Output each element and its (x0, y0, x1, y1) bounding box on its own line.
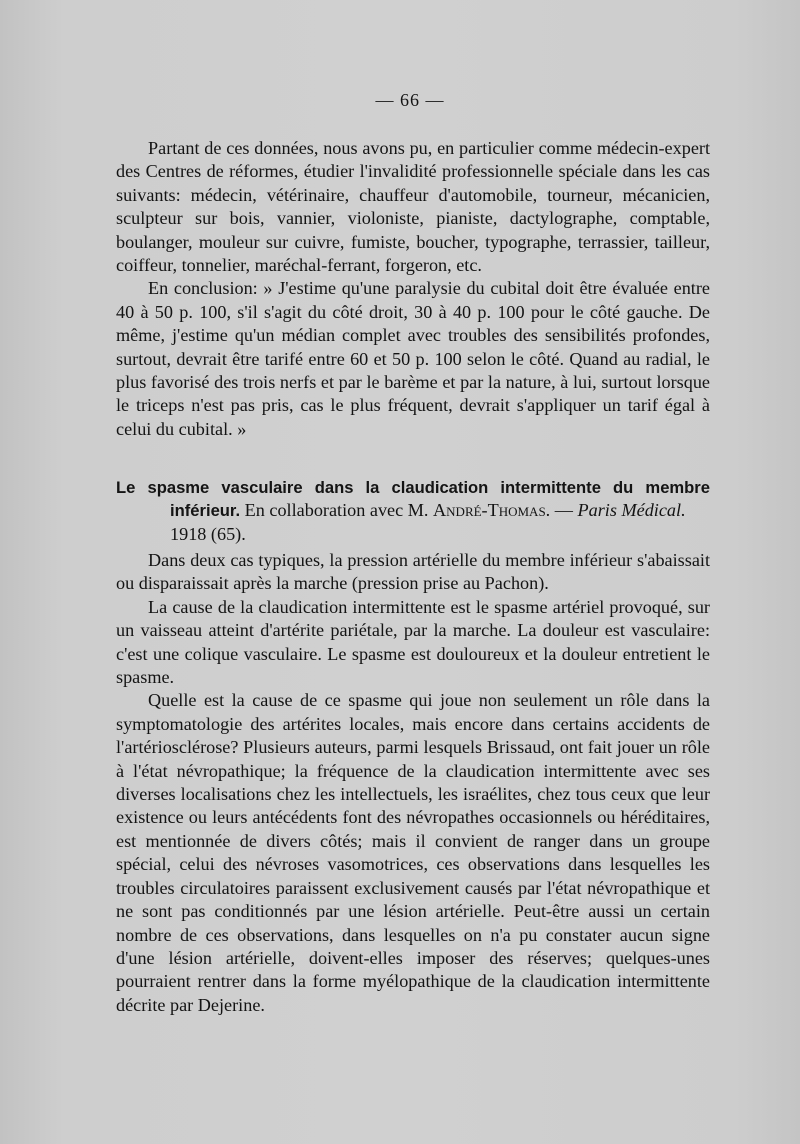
text-block-top (116, 137, 710, 441)
journal-name: Paris Médical. (577, 500, 686, 521)
publication-year: 1918 (65). (170, 523, 246, 544)
paragraph-professional-invalidity: Partant de ces données, nous avons pu, en particulier comme médecin-expert des Centres de réformes, étudier l'invalidité professionnelle spéciale dans les cas suivants: médecin, vétérinaire, chauffeur d'automobile, tourneur, mécanicien, sculpteur sur bois, vannier, violoniste, pianiste, dactylographe, comptable, boulanger, mouleur sur cuivre, fumiste, boucher, typographe, terrassier, tailleur, coiffeur, tonnelier, maréchal-ferrant, forgeron, etc. (116, 138, 710, 276)
heading-first-part (116, 476, 710, 523)
paragraph-conclusion: En conclusion: » J'estime qu'une paralysie du cubital doit être évaluée entre 40 à 50 p. 100, s'il s'agit du côté droit, 30 à 40 p. 100 pour le côté gauche. De même, j'estime qu'un médian complet avec troubles des sensibilités profondes, surtout, devrait être tarifé entre 60 et 50 p. 100 selon le côté. Quand au radial, le plus favorisé des trois nerfs et par le barème et par la nature, à lui, surtout lorsque le triceps n'est pas pris, cas le plus fréquent, devrait s'appliquer un tarif égal à celui du cubital. » (116, 278, 710, 439)
paragraph-cause: La cause de la claudication intermittente est le spasme artériel provoqué, sur un vaisseau atteint d'artérite pariétale, par la marche. La douleur est vasculaire: c'est une colique vasculaire. Le spasme est douloureux et la douleur entretient le spasme. (116, 596, 710, 688)
paragraph-spasm-origin: Quelle est la cause de ce spasme qui joue non seulement un rôle dans la symptomatologie des artérites locales, mais encore dans certains accidents de l'artériosclérose? Plusieurs auteurs, parmi lesquels Brissaud, ont fait jouer un rôle à l'état névropathique; la fréquence de la claudication intermittente avec ses diverses localisations chez les intellectuels, les israélites, chez tous ceux que leur existence ou leurs antécédents font des névropathes occasionnels ou héréditaires, est mentionnée de divers côtés; mais il convient de ranger dans un groupe spécial, celui des névroses vasomotrices, ces observations dans lesquelles les troubles circulatoires paraissent exclusivement causés par l'état névropathique et ne sont pas conditionnés par une lésion artérielle. Peut-être aussi un certain nombre de ces observations, dans lesquelles on n'a pu constater aucun signe d'une lésion artérielle, doivent-elles imposer des réserves; quelques-unes pourraient rentrer dans la forme myélopathique de la claudication intermittente décrite par Dejerine. (116, 690, 710, 1015)
article-heading (116, 476, 710, 546)
heading-dash: — (554, 500, 573, 521)
paragraph-typical-cases: Dans deux cas typiques, la pression artérielle du membre inférieur s'abaissait ou disparaissait après la marche (pression prise au Pachon). (116, 550, 710, 594)
article-title: Le spasme vasculaire dans la claudication intermittente du membre inférieur. (116, 478, 710, 521)
page-number: — 66 — (375, 90, 445, 110)
collaboration-prefix: En collaboration avec M. (244, 500, 429, 521)
collaborator-name: André-Thomas. (433, 500, 551, 521)
text-block-bottom (116, 549, 710, 1017)
